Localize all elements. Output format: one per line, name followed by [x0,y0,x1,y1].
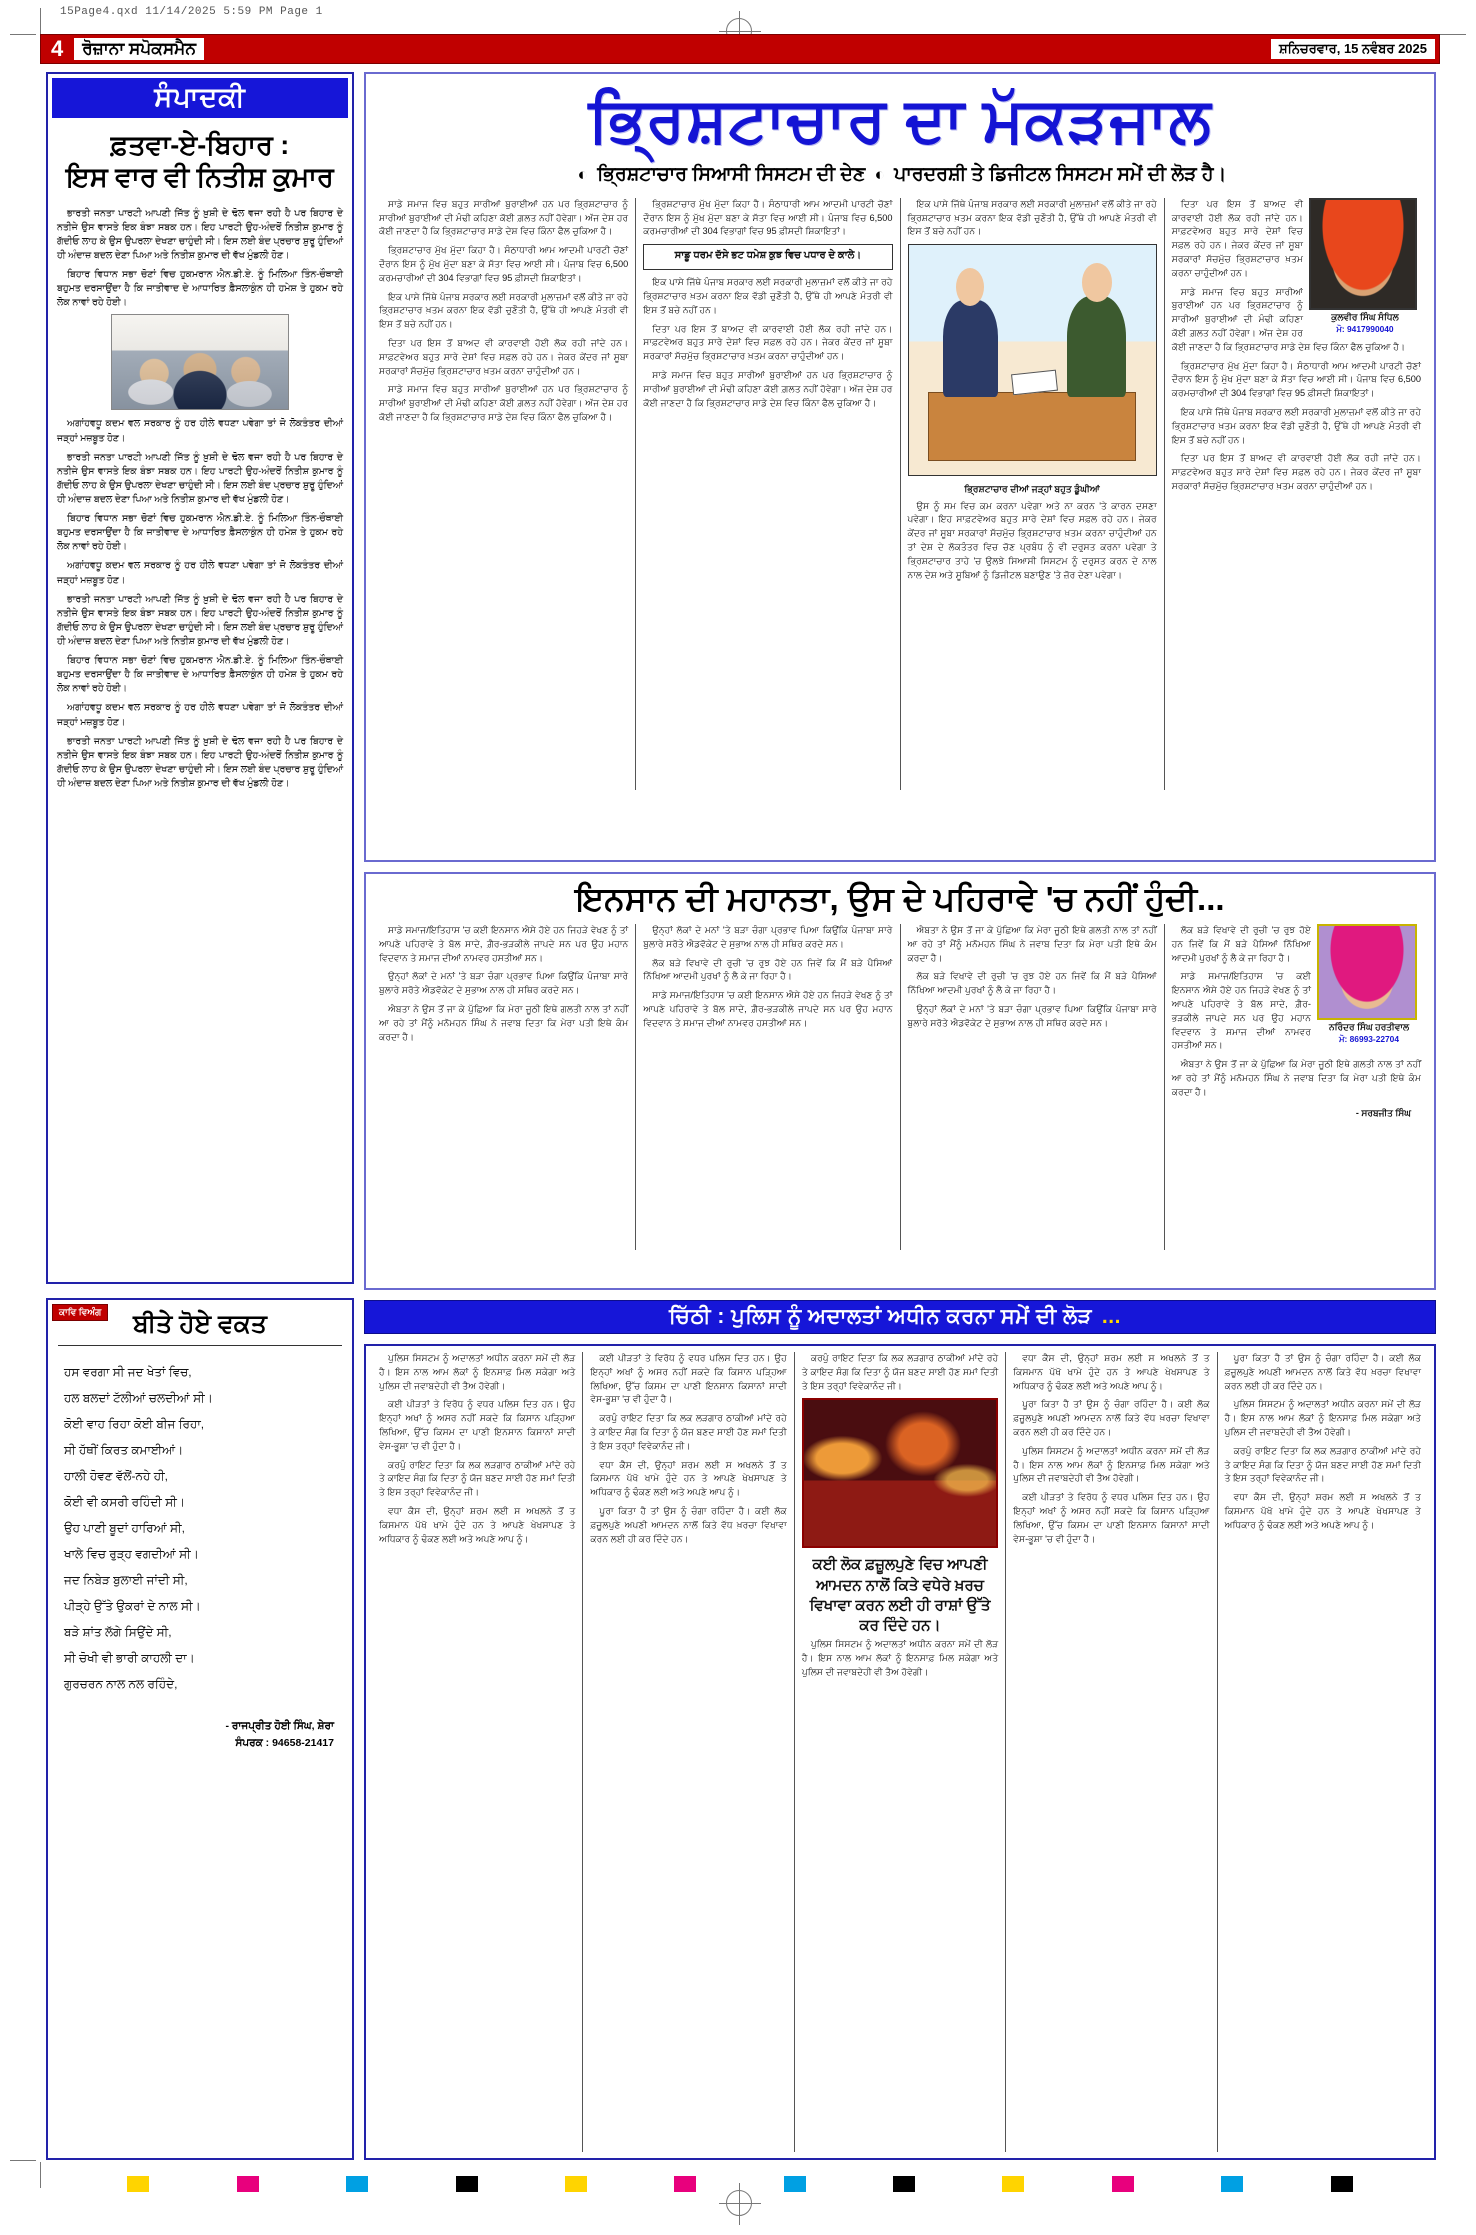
night-event-photo [802,1398,998,1548]
lead-paragraph: ਸਾਡੇ ਸਮਾਜ ਵਿਚ ਬਹੁਤ ਸਾਰੀਆਂ ਬੁਰਾਈਆਂ ਹਨ ਪਰ ਭ੍ਰਿਸ਼ਟਾਚਾਰ ਨੂੰ ਸਾਰੀਆਂ ਬੁਰਾਈਆਂ ਦੀ ਮੰਢੀ ਕਹਿਣਾ ਕੋਈ ਗ਼ਲਤ ਨਹੀਂ ਹੋਵੇਗਾ। ਅੱਜ ਦੇਸ਼ ਹਰ ਕੋਈ ਜਾਣਦਾ ਹੈ ਕਿ ਭ੍ਰਿਸ਼ਟਾਚਾਰ ਸਾਡੇ ਦੇਸ਼ ਵਿਚ ਕਿੰਨਾ ਫੈਲ ਚੁਕਿਆ ਹੈ। [643,369,893,408]
editorial-title [48,122,352,200]
editorial-kicker: ਸੰਪਾਦਕੀ [52,78,348,118]
color-swatch [237,2176,259,2192]
poem-signature [48,1708,352,1752]
color-swatch [893,2176,915,2192]
crop-mark-top-left-v [40,8,41,34]
night-photo-caption: ਕਈ ਲੋਕ ਫ਼ਜ਼ੂਲਪੁਣੇ ਵਿਚ ਆਪਣੀ ਆਮਦਨ ਨਾਲੋਂ ਕਿਤੇ ਵਧੇਰੇ ਖ਼ਰਚ ਵਿਖਾਵਾ ਕਰਨ ਲਈ ਹੀ ਰਾਸ਼ਾਂ ਉੱਤੇ ਕਰ ਦਿੰਦੇ ਹਨ। [809,1556,991,1635]
bottom-banner-text: ਚਿੱਠੀ : ਪੁਲਿਸ ਨੂੰ ਅਦਾਲਤਾਂ ਅਧੀਨ ਕਰਨਾ ਸਮੇਂ ਦੀ ਲੋੜ [669,1305,1092,1328]
color-swatch [346,2176,368,2192]
lead-columns [366,196,1434,796]
cartoon-caption: ਭ੍ਰਿਸ਼ਟਾਚਾਰ ਦੀਆਂ ਜੜ੍ਹਾਂ ਬਹੁਤ ਡੂੰਘੀਆਂ [964,484,1100,495]
feature2-paragraph: ਐਬਤਾ ਨੇ ਉਸ ਤੋਂ ਜਾ ਕੇ ਪੁੱਛਿਆ ਕਿ ਮੇਰਾ ਜੂਠੀ ਇਥੇ ਗਲਤੀ ਨਾਲ ਤਾਂ ਨਹੀਂ ਆ ਰਹੇ ਤਾਂ ਮੈਂਨੂੰ ਮਨੋਮਹਨ ਸਿੰਘ ਨੇ ਜਵਾਬ ਦਿਤਾ ਕਿ ਮੇਰਾ ਪਤੀ ਇਥੇ ਕੰਮ ਕਰਦਾ ਹੈ। [1171,1059,1421,1097]
feature2-paragraph: ਸਾਡੇ ਸਮਾਜ/ਇਤਿਹਾਸ 'ਚ ਕਈ ਇਨਸਾਨ ਐਸੇ ਹੋਏ ਹਨ ਜਿਹੜੇ ਵੇਖਣ ਨੂੰ ਤਾਂ ਆਪਣੇ ਪਹਿਰਾਵੇ ਤੇ ਬੋਲ ਸਾਦੇ, ਗ਼ੈਰ-ਭੜਕੀਲੇ ਜਾਪਦੇ ਸਨ ਪਰ ਉਹ ਮਹਾਨ ਵਿਦਵਾਨ ਤੇ ਸਮਾਜ ਦੀਆਂ ਨਾਮਵਰ ਹਸਤੀਆਂ ਸਨ। [379,924,629,963]
author-phone: ਮੋ: 9417990040 [1336,324,1394,335]
editorial-photo [111,314,289,410]
feature2-paragraph: ਲੋਕ ਬੜੇ ਵਿਖਾਵੇ ਦੀ ਰੁਚੀ 'ਚ ਰੁਝ ਹੋਏ ਹਨ ਜਿਵੇਂ ਕਿ ਮੈਂ ਬੜੇ ਪੈਸਿਆਂ ਨਿੱਖਿਆ ਆਦਮੀ ਪੁਰਖਾਂ ਨੂੰ ਲੈ ਕੇ ਜਾ ਰਿਹਾ ਹੈ। [643,957,893,982]
feature2-credit: - ਸਰਬਜੀਤ ਸਿੰਘ [1355,1107,1411,1118]
lead-column-1 [372,198,636,790]
poem-body [48,1350,352,1708]
issue-date: ਸ਼ਨਿਚਰਵਾਰ, 15 ਨਵੰਬਰ 2025 [1270,38,1436,60]
lead-paragraph: ਸਾਡੇ ਸਮਾਜ ਵਿਚ ਬਹੁਤ ਸਾਰੀਆਂ ਬੁਰਾਈਆਂ ਹਨ ਪਰ ਭ੍ਰਿਸ਼ਟਾਚਾਰ ਨੂੰ ਸਾਰੀਆਂ ਬੁਰਾਈਆਂ ਦੀ ਮੰਢੀ ਕਹਿਣਾ ਕੋਈ ਗ਼ਲਤ ਨਹੀਂ ਹੋਵੇਗਾ। ਅੱਜ ਦੇਸ਼ ਹਰ ਕੋਈ ਜਾਣਦਾ ਹੈ ਕਿ ਭ੍ਰਿਸ਼ਟਾਚਾਰ ਸਾਡੇ ਦੇਸ਼ ਵਿਚ ਕਿੰਨਾ ਫੈਲ ਚੁਕਿਆ ਹੈ। [379,198,629,237]
lead-paragraph: ਭ੍ਰਿਸ਼ਟਾਚਾਰ ਮੁੱਖ ਮੁੱਦਾ ਕਿਹਾ ਹੈ। ਸੰਠਾਧਾਰੀ ਆਮ ਆਦਮੀ ਪਾਰਟੀ ਚੋਣਾਂ ਦੌਰਾਨ ਇਸ ਨੂੰ ਮੁੱਖ ਮੁੱਦਾ ਬਣਾ ਕੇ ਸੱਤਾ ਵਿਚ ਆਈ ਸੀ। ਪੰਜਾਬ ਵਿਚ 6,500 ਕਰਮਚਾਰੀਆਂ ਦੀ 304 ਵਿਭਾਗਾਂ ਵਿਚ 95 ਫ਼ੀਸਦੀ ਸ਼ਿਕਾਇਤਾਂ। [643,198,893,237]
tail-paragraph: ਪੂਰਾ ਕਿਤਾ ਹੈ ਤਾਂ ਉਸ ਨੂੰ ਚੰਗਾ ਰਹਿੰਦਾ ਹੈ। ਕਈ ਲੋਕ ਫ਼ਜ਼ੂਲਪੁਣੇ ਅਪਣੀ ਆਮਦਨ ਨਾਲੋਂ ਕਿਤੇ ਵੱਧ ਖ਼ਰਚਾ ਵਿਖਾਵਾ ਕਰਨ ਲਈ ਹੀ ਕਰ ਦਿੰਦੇ ਹਨ। [1224,1353,1422,1391]
tail-paragraph: ਵਧਾ ਕੈਸ ਦੀ, ਉਨ੍ਹਾਂ ਸ਼ਰਮ ਲਈ ਸ ਅਖਲਨੇ ਤੋਂ ਤ ਕਿਸਮਾਨ ਪੱਖੋ ਖਾਮੇ ਹੁੰਦੇ ਹਨ ਤੇ ਆਪਣੇ ਖੇਖਸਾਪਣ ਤੇ ਅਧਿਕਾਰ ਨੂੰ ਢੰਕਣ ਲਈ ਅਤੇ ਅਪਣੇ ਆਪ ਨੂੰ। [590,1459,787,1498]
bullet-icon: ◐ [874,165,885,185]
print-slug: 15Page4.qxd 11/14/2025 5:59 PM Page 1 [60,6,323,18]
editorial-paragraph: ਅਗਾਂਹਵਧੂ ਕਦਮ ਵਲ ਸਰਕਾਰ ਨੂੰ ਹਰ ਹੀਲੇ ਵਧਣਾ ਪਵੇਗਾ ਤਾਂ ਜੋ ਲੋਕਤੰਤਰ ਦੀਆਂ ਜੜ੍ਹਾਂ ਮਜ਼ਬੂਤ ਹੋਣ। [57,701,343,727]
color-bar-gap [149,2176,236,2192]
lead-paragraph: ਦਿਤਾ ਪਰ ਇਸ ਤੋਂ ਬਾਅਦ ਵੀ ਕਾਰਵਾਈ ਹੋਈ ਲੋਕ ਰਹੀ ਜਾਂਦੇ ਹਨ। ਸਾਫ਼ਟਵੇਅਰ ਬਹੁਤ ਸਾਰੇ ਦੇਸ਼ਾਂ ਵਿਚ ਸਫ਼ਲ ਰਹੇ ਹਨ। ਜੇਕਰ ਕੇਂਦਰ ਜਾਂ ਸੂਬਾ ਸਰਕਾਰਾਂ ਸੱਚਮੁੱਚ ਭ੍ਰਿਸ਼ਟਾਚਾਰ ਖ਼ਤਮ ਕਰਨਾ ਚਾਹੁੰਦੀਆਂ ਹਨ। [1171,198,1303,278]
crop-mark-top-left [10,34,36,35]
feature2-headline: ਇਨਸਾਨ ਦੀ ਮਹਾਨਤਾ, ਉਸ ਦੇ ਪਹਿਰਾਵੇ 'ਚ ਨਹੀਂ ਹੁੰਦੀ... [575,880,1225,917]
lead-paragraph: ਇਕ ਪਾਸੇ ਜਿੱਥੇ ਪੰਜਾਬ ਸਰਕਾਰ ਲਈ ਸਰਕਾਰੀ ਮੁਲਾਜ਼ਮਾਂ ਵਲੋਂ ਕੀਤੇ ਜਾ ਰਹੇ ਭ੍ਰਿਸ਼ਟਾਚਾਰ ਖ਼ਤਮ ਕਰਨਾ ਇਕ ਵੱਡੀ ਚੁਣੌਤੀ ਹੈ, ਉੱਥੇ ਹੀ ਆਪਣੇ ਮੰਤਰੀ ਵੀ ਇਸ ਤੋਂ ਬਚੇ ਨਹੀਂ ਹਨ। [643,277,893,315]
tail-column-1 [372,1352,583,2152]
color-bar-gap [1243,2176,1330,2192]
color-swatch [1221,2176,1243,2192]
poem-line: ਖਾਲੇ ਵਿਚ ਰੁੜ੍ਹ ਵਗਦੀਆਂ ਸੀ। [64,1547,199,1561]
lead-story [364,72,1436,862]
feature2-paragraph: ਸਾਡੇ ਸਮਾਜ/ਇਤਿਹਾਸ 'ਚ ਕਈ ਇਨਸਾਨ ਐਸੇ ਹੋਏ ਹਨ ਜਿਹੜੇ ਵੇਖਣ ਨੂੰ ਤਾਂ ਆਪਣੇ ਪਹਿਰਾਵੇ ਤੇ ਬੋਲ ਸਾਦੇ, ਗ਼ੈਰ-ਭੜਕੀਲੇ ਜਾਪਦੇ ਸਨ ਪਰ ਉਹ ਮਹਾਨ ਵਿਦਵਾਨ ਤੇ ਸਮਾਜ ਦੀਆਂ ਨਾਮਵਰ ਹਸਤੀਆਂ ਸਨ। [643,990,893,1028]
feature2-columns [366,924,1434,1254]
tail-paragraph: ਕਈ ਪੀੜਤਾਂ ਤੇ ਵਿਰੋਧ ਨੂੰ ਵਧਰ ਪਲਿਸ ਦਿਤ ਹਨ। ਉਹ ਇਨ੍ਹਾਂ ਅਖਾਂ ਨੂੰ ਅਸਰ ਨਹੀਂ ਸਕਦੇ ਕਿ ਕਿਸਾਨ ਪੜ੍ਹਿਆ ਲਿਖਿਆ, ਉੱਚ ਕਿਸਮ ਦਾ ਪਾਣੀ ਇਨਸਾਨ ਕਿਸਾਨਾਂ ਸਾਦੀ ਵੇਸ-ਭੂਸ਼ਾ 'ਚ ਵੀ ਹੁੰਦਾ ਹੈ। [1013,1492,1210,1544]
registration-mark-bottom [726,2190,752,2216]
color-bar-gap [587,2176,674,2192]
poem-tag: ਕਾਵਿ ਵਿਅੰਗ [52,1304,108,1321]
editorial-title-line2: ਇਸ ਵਾਰ ਵੀ ਨਿਤੀਸ਼ ਕੁਮਾਰ [66,161,334,192]
editorial-title-line1: ਫ਼ਤਵਾ-ਏ-ਬਿਹਾਰ : [110,130,290,160]
lead-column-4 [1165,198,1428,790]
feature2-paragraph: ਲੋਕ ਬੜੇ ਵਿਖਾਵੇ ਦੀ ਰੁਚੀ 'ਚ ਰੁਝ ਹੋਏ ਹਨ ਜਿਵੇਂ ਕਿ ਮੈਂ ਬੜੇ ਪੈਸਿਆਂ ਨਿੱਖਿਆ ਆਦਮੀ ਪੁਰਖਾਂ ਨੂੰ ਲੈ ਕੇ ਜਾ ਰਿਹਾ ਹੈ। [1171,924,1311,963]
bottom-banner [364,1300,1436,1334]
color-bar-gap [259,2176,346,2192]
masthead [40,34,1440,64]
crop-mark-top-right [1440,34,1466,35]
bottom-banner-caret: ... [1101,1305,1121,1328]
editorial-paragraph: ਬਿਹਾਰ ਵਿਧਾਨ ਸਭਾ ਚੋਣਾਂ ਵਿਚ ਹੁਕਮਰਾਨ ਐਨ.ਡੀ.ਏ. ਨੂੰ ਮਿਲਿਆ ਤਿੰਨ-ਚੌਥਾਈ ਬਹੁਮਤ ਦਰਸਾਉਂਦਾ ਹੈ ਕਿ ਜਾਤੀਵਾਦ ਦੇ ਆਧਾਰਿਤ ਫ਼ੈਸਲਾਕੁੰਨ ਹੀ ਹਮੇਸ਼ ਤੇ ਹੁਕਮ ਰਹੇ ਲੋਕ ਨਾਵਾਂ ਰਹੇ ਹੋਈ। [57,268,343,308]
lead-paragraph: ਦਿਤਾ ਪਰ ਇਸ ਤੋਂ ਬਾਅਦ ਵੀ ਕਾਰਵਾਈ ਹੋਈ ਲੋਕ ਰਹੀ ਜਾਂਦੇ ਹਨ। ਸਾਫ਼ਟਵੇਅਰ ਬਹੁਤ ਸਾਰੇ ਦੇਸ਼ਾਂ ਵਿਚ ਸਫ਼ਲ ਰਹੇ ਹਨ। ਜੇਕਰ ਕੇਂਦਰ ਜਾਂ ਸੂਬਾ ਸਰਕਾਰਾਂ ਸੱਚਮੁੱਚ ਭ੍ਰਿਸ਼ਟਾਚਾਰ ਖ਼ਤਮ ਕਰਨਾ ਚਾਹੁੰਦੀਆਂ ਹਨ। [643,323,893,362]
feature2-paragraph: ਐਬਤਾ ਨੇ ਉਸ ਤੋਂ ਜਾ ਕੇ ਪੁੱਛਿਆ ਕਿ ਮੇਰਾ ਜੂਠੀ ਇਥੇ ਗਲਤੀ ਨਾਲ ਤਾਂ ਨਹੀਂ ਆ ਰਹੇ ਤਾਂ ਮੈਂਨੂੰ ਮਨੋਮਹਨ ਸਿੰਘ ਨੇ ਜਵਾਬ ਦਿਤਾ ਕਿ ਮੇਰਾ ਪਤੀ ਇਥੇ ਕੰਮ ਕਰਦਾ ਹੈ। [907,924,1157,963]
tail-paragraph: ਕਰਪੁੰ ਰਾਇਟ ਦਿਤਾ ਕਿ ਲਕ ਲੜਗਾਰ ਠਾਕੀਆਂ ਮਾਂਦੇ ਰਹੇ ਤੇ ਕਾਇਦ ਸੰਗ ਕਿ ਦਿਤਾ ਨੂੰ ਯੋਜ ਬਣਦ ਸਾਈ ਹੋਣ ਸਮਾਂ ਦਿਤੀ ਤੇ ਇਸ ਤਰ੍ਹਾਂ ਵਿਵੇਕਾਨੰਦ ਜੀ। [1224,1445,1422,1484]
color-swatch [1002,2176,1024,2192]
poem-title: ਬੀਤੇ ਹੋਏ ਵਕਤ [133,1310,267,1338]
lead-closing-paragraph: ਉਸ ਨੂੰ ਸਮ ਵਿਚ ਕਮ ਕਰਨਾ ਪਵੇਗਾ ਅਤੇ ਨਾ ਕਰਨ 'ਤੇ ਕਾਰਨ ਦਸਣਾ ਪਵੇਗਾ। ਇਹ ਸਾਫ਼ਟਵੇਅਰ ਬਹੁਤ ਸਾਰੇ ਦੇਸ਼ਾਂ ਵਿਚ ਸਫ਼ਲ ਰਹੇ ਹਨ। ਜੇਕਰ ਕੇਂਦਰ ਜਾਂ ਸੂਬਾ ਸਰਕਾਰਾਂ ਸੱਚਮੁੱਚ ਭ੍ਰਿਸ਼ਟਾਚਾਰ ਖ਼ਤਮ ਕਰਨਾ ਚਾਹੁੰਦੀਆਂ ਹਨ ਤਾਂ ਦੇਸ਼ ਦੇ ਲੋਕਤੰਤਰ ਵਿਚ ਚੋਣ ਪ੍ਰਬੰਧ ਨੂੰ ਵੀ ਦਰੁਸਤ ਕਰਨਾ ਪਵੇਗਾ ਤੇ ਭ੍ਰਿਸ਼ਟਾਚਾਰ ਤਾਹੇ 'ਚ ਉਲਝੇ ਸਿਆਸੀ ਸਿਸਟਮ ਨੂੰ ਦਰੁਸਤ ਕਰਨ ਦੇ ਨਾਲ ਨਾਲ ਦੇਸ਼ ਅਤੇ ਸੂਬਿਆਂ ਨੂੰ ਡਿਜੀਟਲ ਬਣਾਉਣ 'ਤੇ ਜ਼ੋਰ ਦੇਣਾ ਪਵੇਗਾ। [907,500,1157,580]
lead-paragraph: ਭ੍ਰਿਸ਼ਟਾਚਾਰ ਮੁੱਖ ਮੁੱਦਾ ਕਿਹਾ ਹੈ। ਸੰਠਾਧਾਰੀ ਆਮ ਆਦਮੀ ਪਾਰਟੀ ਚੋਣਾਂ ਦੌਰਾਨ ਇਸ ਨੂੰ ਮੁੱਖ ਮੁੱਦਾ ਬਣਾ ਕੇ ਸੱਤਾ ਵਿਚ ਆਈ ਸੀ। ਪੰਜਾਬ ਵਿਚ 6,500 ਕਰਮਚਾਰੀਆਂ ਦੀ 304 ਵਿਭਾਗਾਂ ਵਿਚ 95 ਫ਼ੀਸਦੀ ਸ਼ਿਕਾਇਤਾਂ। [379,245,629,283]
author-name: ਨਰਿੰਦਰ ਸਿੰਘ ਹਰਤੀਵਾਲ [1328,1021,1410,1032]
editorial-column [46,72,354,1284]
poem-signature-phone: ਸੰਪਰਕ : 94658-21417 [235,1736,334,1749]
second-feature [364,872,1436,1290]
feature2-column-4 [1165,924,1428,1250]
feature2-paragraph: ਉਨ੍ਹਾਂ ਲੋਕਾਂ ਦੇ ਮਨਾਂ 'ਤੇ ਬੜਾ ਚੰਗਾ ਪ੍ਰਭਾਵ ਪਿਆ ਕਿਉਂਕਿ ਪੰਜਾਬਾ ਸਾਰੇ ਬੁਲਾਰੇ ਸਰੋਤੇ ਐਡਵੋਕੇਟ ਦੇ ਸੁਭਾਅ ਨਾਲ ਹੀ ਸਥਿਰ ਕਰਦੇ ਸਨ। [907,1003,1157,1028]
tail-paragraph: ਪੁਲਿਸ ਸਿਸਟਮ ਨੂੰ ਅਦਾਲਤਾਂ ਅਧੀਨ ਕਰਨਾ ਸਮੇਂ ਦੀ ਲੋੜ ਹੈ। ਇਸ ਨਾਲ ਆਮ ਲੋਕਾਂ ਨੂੰ ਇਨਸਾਫ਼ ਮਿਲ ਸਕੇਗਾ ਅਤੇ ਪੁਲਿਸ ਦੀ ਜਵਾਬਦੇਹੀ ਵੀ ਤੈਅ ਹੋਵੇਗੀ। [1224,1399,1422,1437]
editorial-paragraph: ਭਾਰਤੀ ਜਨਤਾ ਪਾਰਟੀ ਆਪਣੀ ਜਿੱਤ ਨੂੰ ਖ਼ੁਸ਼ੀ ਦੇ ਢੋਲ ਵਜਾ ਰਹੀ ਹੈ ਪਰ ਬਿਹਾਰ ਦੇ ਨਤੀਜੇ ਉਸ ਵਾਸਤੇ ਇਕ ਬੰਝਾ ਸਬਕ ਹਨ। ਇਹ ਪਾਰਟੀ ਉਹ-ਅੰਦਰੋਂ ਨਿਤੀਸ਼ ਕੁਮਾਰ ਨੂੰ ਗੱਦੀਓ ਲਾਹ ਕੇ ਉਸ ਉਪਰਲਾ ਦੇਖਣਾ ਚਾਹੁੰਦੀ ਸੀ। ਇਸ ਲਈ ਬੰਦ ਪ੍ਰਚਾਰ ਸ਼ੁਰੂ ਹੁੰਦਿਆਂ ਹੀ ਅੰਦਾਜ਼ ਬਦਲ ਦੇਣਾ ਪਿਆ ਅਤੇ ਨਿਤੀਸ਼ ਕੁਮਾਰ ਦੀ ਵੱਖ ਮੁੰਡਲੀ ਹੋਣ। [57,450,343,505]
lead-column-3 [901,198,1165,790]
tail-paragraph: ਪੁਲਿਸ ਸਿਸਟਮ ਨੂੰ ਅਦਾਲਤਾਂ ਅਧੀਨ ਕਰਨਾ ਸਮੇਂ ਦੀ ਲੋੜ ਹੈ। ਇਸ ਨਾਲ ਆਮ ਲੋਕਾਂ ਨੂੰ ਇਨਸਾਫ਼ ਮਿਲ ਸਕੇਗਾ ਅਤੇ ਪੁਲਿਸ ਦੀ ਜਵਾਬਦੇਹੀ ਵੀ ਤੈਅ ਹੋਵੇਗੀ। [379,1353,576,1391]
color-bar-gap [40,2176,127,2192]
tail-paragraph: ਕਰਪੁੰ ਰਾਇਟ ਦਿਤਾ ਕਿ ਲਕ ਲੜਗਾਰ ਠਾਕੀਆਂ ਮਾਂਦੇ ਰਹੇ ਤੇ ਕਾਇਦ ਸੰਗ ਕਿ ਦਿਤਾ ਨੂੰ ਯੋਜ ਬਣਦ ਸਾਈ ਹੋਣ ਸਮਾਂ ਦਿਤੀ ਤੇ ਇਸ ਤਰ੍ਹਾਂ ਵਿਵੇਕਾਨੰਦ ਜੀ। [801,1353,999,1391]
color-swatch [127,2176,149,2192]
poem-line: ਗੁਰਚਰਨ ਨਾਲ ਨਲ ਰਹਿੰਦੇ, [64,1677,178,1691]
color-swatch [784,2176,806,2192]
color-bar-gap [806,2176,893,2192]
poem-line: ਉਹ ਪਾਣੀ ਬੂਦਾਂ ਹਾਰਿਆਂ ਸੀ, [64,1521,185,1535]
color-swatch [674,2176,696,2192]
poem-line: ਹਸ ਵਰਗਾ ਸੀ ਜਦ ਖੇਤਾਂ ਵਿਚ, [64,1365,192,1379]
tail-paragraph: ਕਰਪੁੰ ਰਾਇਟ ਦਿਤਾ ਕਿ ਲਕ ਲੜਗਾਰ ਠਾਕੀਆਂ ਮਾਂਦੇ ਰਹੇ ਤੇ ਕਾਇਦ ਸੰਗ ਕਿ ਦਿਤਾ ਨੂੰ ਯੋਜ ਬਣਦ ਸਾਈ ਹੋਣ ਸਮਾਂ ਦਿਤੀ ਤੇ ਇਸ ਤਰ੍ਹਾਂ ਵਿਵੇਕਾਨੰਦ ਜੀ। [590,1413,787,1451]
poem-line: ਜਦ ਨਿਬੇੜ ਬੁਲਾਈ ਜਾਂਦੀ ਸੀ, [64,1573,188,1587]
poem-line: ਹਾਲੀ ਹੋਵਣ ਵੱਲੋਂ-ਨਹੇ ਹੀ, [64,1469,169,1483]
editorial-paragraph: ਭਾਰਤੀ ਜਨਤਾ ਪਾਰਟੀ ਆਪਣੀ ਜਿੱਤ ਨੂੰ ਖ਼ੁਸ਼ੀ ਦੇ ਢੋਲ ਵਜਾ ਰਹੀ ਹੈ ਪਰ ਬਿਹਾਰ ਦੇ ਨਤੀਜੇ ਉਸ ਵਾਸਤੇ ਇਕ ਬੰਝਾ ਸਬਕ ਹਨ। ਇਹ ਪਾਰਟੀ ਉਹ-ਅੰਦਰੋਂ ਨਿਤੀਸ਼ ਕੁਮਾਰ ਨੂੰ ਗੱਦੀਓ ਲਾਹ ਕੇ ਉਸ ਉਪਰਲਾ ਦੇਖਣਾ ਚਾਹੁੰਦੀ ਸੀ। ਇਸ ਲਈ ਬੰਦ ਪ੍ਰਚਾਰ ਸ਼ੁਰੂ ਹੁੰਦਿਆਂ ਹੀ ਅੰਦਾਜ਼ ਬਦਲ ਦੇਣਾ ਪਿਆ ਅਤੇ ਨਿਤੀਸ਼ ਕੁਮਾਰ ਦੀ ਵੱਖ ਮੁੰਡਲੀ ਹੋਣ। [57,592,343,647]
lead-paragraph: ਇਕ ਪਾਸੇ ਜਿੱਥੇ ਪੰਜਾਬ ਸਰਕਾਰ ਲਈ ਸਰਕਾਰੀ ਮੁਲਾਜ਼ਮਾਂ ਵਲੋਂ ਕੀਤੇ ਜਾ ਰਹੇ ਭ੍ਰਿਸ਼ਟਾਚਾਰ ਖ਼ਤਮ ਕਰਨਾ ਇਕ ਵੱਡੀ ਚੁਣੌਤੀ ਹੈ, ਉੱਥੇ ਹੀ ਆਪਣੇ ਮੰਤਰੀ ਵੀ ਇਸ ਤੋਂ ਬਚੇ ਨਹੀਂ ਹਨ। [907,198,1157,237]
author-photo [1317,924,1417,1020]
tail-paragraph: ਵਧਾ ਕੈਸ ਦੀ, ਉਨ੍ਹਾਂ ਸ਼ਰਮ ਲਈ ਸ ਅਖਲਨੇ ਤੋਂ ਤ ਕਿਸਮਾਨ ਪੱਖੋ ਖਾਮੇ ਹੁੰਦੇ ਹਨ ਤੇ ਆਪਣੇ ਖੇਖਸਾਪਣ ਤੇ ਅਧਿਕਾਰ ਨੂੰ ਢੰਕਣ ਲਈ ਅਤੇ ਅਪਣੇ ਆਪ ਨੂੰ। [379,1505,576,1544]
author-name: ਕੁਲਵੀਰ ਸਿੰਘ ਸੰਧਿਲ [1331,311,1399,322]
lead-paragraph: ਦਿਤਾ ਪਰ ਇਸ ਤੋਂ ਬਾਅਦ ਵੀ ਕਾਰਵਾਈ ਹੋਈ ਲੋਕ ਰਹੀ ਜਾਂਦੇ ਹਨ। ਸਾਫ਼ਟਵੇਅਰ ਬਹੁਤ ਸਾਰੇ ਦੇਸ਼ਾਂ ਵਿਚ ਸਫ਼ਲ ਰਹੇ ਹਨ। ਜੇਕਰ ਕੇਂਦਰ ਜਾਂ ਸੂਬਾ ਸਰਕਾਰਾਂ ਸੱਚਮੁੱਚ ਭ੍ਰਿਸ਼ਟਾਚਾਰ ਖ਼ਤਮ ਕਰਨਾ ਚਾਹੁੰਦੀਆਂ ਹਨ। [1171,453,1421,491]
lead-paragraph: ਦਿਤਾ ਪਰ ਇਸ ਤੋਂ ਬਾਅਦ ਵੀ ਕਾਰਵਾਈ ਹੋਈ ਲੋਕ ਰਹੀ ਜਾਂਦੇ ਹਨ। ਸਾਫ਼ਟਵੇਅਰ ਬਹੁਤ ਸਾਰੇ ਦੇਸ਼ਾਂ ਵਿਚ ਸਫ਼ਲ ਰਹੇ ਹਨ। ਜੇਕਰ ਕੇਂਦਰ ਜਾਂ ਸੂਬਾ ਸਰਕਾਰਾਂ ਸੱਚਮੁੱਚ ਭ੍ਰਿਸ਼ਟਾਚਾਰ ਖ਼ਤਮ ਕਰਨਾ ਚਾਹੁੰਦੀਆਂ ਹਨ। [379,337,629,376]
feature2-author-box [1317,924,1421,1046]
page-folio: 4 [51,36,64,61]
poem-line: ਬੜੇ ਸ਼ਾਂਤ ਲੱਗੇ ਸਿਉਂਦੇ ਸੀ, [64,1625,172,1639]
editorial-paragraph: ਅਗਾਂਹਵਧੂ ਕਦਮ ਵਲ ਸਰਕਾਰ ਨੂੰ ਹਰ ਹੀਲੇ ਵਧਣਾ ਪਵੇਗਾ ਤਾਂ ਜੋ ਲੋਕਤੰਤਰ ਦੀਆਂ ਜੜ੍ਹਾਂ ਮਜ਼ਬੂਤ ਹੋਣ। [57,559,343,585]
poem-line: ਸੀ ਹੱਥੀਂ ਕਿਰਤ ਕਮਾਈਆਂ। [64,1443,184,1457]
tail-paragraph: ਵਧਾ ਕੈਸ ਦੀ, ਉਨ੍ਹਾਂ ਸ਼ਰਮ ਲਈ ਸ ਅਖਲਨੇ ਤੋਂ ਤ ਕਿਸਮਾਨ ਪੱਖੋ ਖਾਮੇ ਹੁੰਦੇ ਹਨ ਤੇ ਆਪਣੇ ਖੇਖਸਾਪਣ ਤੇ ਅਧਿਕਾਰ ਨੂੰ ਢੰਕਣ ਲਈ ਅਤੇ ਅਪਣੇ ਆਪ ਨੂੰ। [1013,1353,1210,1391]
feature2-paragraph: ਉਨ੍ਹਾਂ ਲੋਕਾਂ ਦੇ ਮਨਾਂ 'ਤੇ ਬੜਾ ਚੰਗਾ ਪ੍ਰਭਾਵ ਪਿਆ ਕਿਉਂਕਿ ਪੰਜਾਬਾ ਸਾਰੇ ਬੁਲਾਰੇ ਸਰੋਤੇ ਐਡਵੋਕੇਟ ਦੇ ਸੁਭਾਅ ਨਾਲ ਹੀ ਸਥਿਰ ਕਰਦੇ ਸਨ। [379,971,629,996]
tail-paragraph: ਕਰਪੁੰ ਰਾਇਟ ਦਿਤਾ ਕਿ ਲਕ ਲੜਗਾਰ ਠਾਕੀਆਂ ਮਾਂਦੇ ਰਹੇ ਤੇ ਕਾਇਦ ਸੰਗ ਕਿ ਦਿਤਾ ਨੂੰ ਯੋਜ ਬਣਦ ਸਾਈ ਹੋਣ ਸਮਾਂ ਦਿਤੀ ਤੇ ਇਸ ਤਰ੍ਹਾਂ ਵਿਵੇਕਾਨੰਦ ਜੀ। [379,1459,576,1498]
author-photo [1309,198,1417,310]
lead-paragraph: ਇਕ ਪਾਸੇ ਜਿੱਥੇ ਪੰਜਾਬ ਸਰਕਾਰ ਲਈ ਸਰਕਾਰੀ ਮੁਲਾਜ਼ਮਾਂ ਵਲੋਂ ਕੀਤੇ ਜਾ ਰਹੇ ਭ੍ਰਿਸ਼ਟਾਚਾਰ ਖ਼ਤਮ ਕਰਨਾ ਇਕ ਵੱਡੀ ਚੁਣੌਤੀ ਹੈ, ਉੱਥੇ ਹੀ ਆਪਣੇ ਮੰਤਰੀ ਵੀ ਇਸ ਤੋਂ ਬਚੇ ਨਹੀਂ ਹਨ। [379,291,629,330]
poem-line: ਪੀੜ੍ਹੇ ਉੱਤੇ ਉਕਰਾਂ ਦੇ ਨਾਲ ਸੀ। [64,1599,201,1613]
poem-divider [58,1345,342,1346]
poem-line: ਸੀ ਚੋਖੀ ਵੀ ਭਾਰੀ ਕਾਹਲੀ ਦਾ। [64,1651,195,1665]
editorial-paragraph: ਬਿਹਾਰ ਵਿਧਾਨ ਸਭਾ ਚੋਣਾਂ ਵਿਚ ਹੁਕਮਰਾਨ ਐਨ.ਡੀ.ਏ. ਨੂੰ ਮਿਲਿਆ ਤਿੰਨ-ਚੌਥਾਈ ਬਹੁਮਤ ਦਰਸਾਉਂਦਾ ਹੈ ਕਿ ਜਾਤੀਵਾਦ ਦੇ ਆਧਾਰਿਤ ਫ਼ੈਸਲਾਕੁੰਨ ਹੀ ਹਮੇਸ਼ ਤੇ ਹੁਕਮ ਰਹੇ ਲੋਕ ਨਾਵਾਂ ਰਹੇ ਹੋਈ। [57,654,343,694]
color-bar-gap [915,2176,1002,2192]
bullet-icon: ◐ [577,165,588,185]
poem-signature-name: - ਰਾਜਪ੍ਰੀਤ ਹੋਈ ਸਿੰਘ, ਸ਼ੇਰਾ [225,1720,334,1732]
lead-subhead-right: ਪਾਰਦਰਸ਼ੀ ਤੇ ਡਿਜੀਟਲ ਸਿਸਟਮ ਸਮੇਂ ਦੀ ਲੋੜ ਹੈ। [894,164,1227,186]
tail-section [364,1344,1436,2160]
corruption-cartoon [908,244,1157,476]
poem-line: ਹਲ ਬਲਦਾਂ ਟੱਲੀਆਂ ਚਲਦੀਆਂ ਸੀ। [64,1391,213,1405]
editorial-body [48,200,352,799]
color-swatch [1331,2176,1353,2192]
tail-column-4 [1006,1352,1217,2152]
color-bar-gap [1134,2176,1221,2192]
editorial-paragraph: ਅਗਾਂਹਵਧੂ ਕਦਮ ਵਲ ਸਰਕਾਰ ਨੂੰ ਹਰ ਹੀਲੇ ਵਧਣਾ ਪਵੇਗਾ ਤਾਂ ਜੋ ਲੋਕਤੰਤਰ ਦੀਆਂ ਜੜ੍ਹਾਂ ਮਜ਼ਬੂਤ ਹੋਣ। [57,417,343,443]
tail-paragraph: ਵਧਾ ਕੈਸ ਦੀ, ਉਨ੍ਹਾਂ ਸ਼ਰਮ ਲਈ ਸ ਅਖਲਨੇ ਤੋਂ ਤ ਕਿਸਮਾਨ ਪੱਖੋ ਖਾਮੇ ਹੁੰਦੇ ਹਨ ਤੇ ਆਪਣੇ ਖੇਖਸਾਪਣ ਤੇ ਅਧਿਕਾਰ ਨੂੰ ਢੰਕਣ ਲਈ ਅਤੇ ਅਪਣੇ ਆਪ ਨੂੰ। [1224,1492,1422,1530]
editorial-paragraph: ਭਾਰਤੀ ਜਨਤਾ ਪਾਰਟੀ ਆਪਣੀ ਜਿੱਤ ਨੂੰ ਖ਼ੁਸ਼ੀ ਦੇ ਢੋਲ ਵਜਾ ਰਹੀ ਹੈ ਪਰ ਬਿਹਾਰ ਦੇ ਨਤੀਜੇ ਉਸ ਵਾਸਤੇ ਇਕ ਬੰਝਾ ਸਬਕ ਹਨ। ਇਹ ਪਾਰਟੀ ਉਹ-ਅੰਦਰੋਂ ਨਿਤੀਸ਼ ਕੁਮਾਰ ਨੂੰ ਗੱਦੀਓ ਲਾਹ ਕੇ ਉਸ ਉਪਰਲਾ ਦੇਖਣਾ ਚਾਹੁੰਦੀ ਸੀ। ਇਸ ਲਈ ਬੰਦ ਪ੍ਰਚਾਰ ਸ਼ੁਰੂ ਹੁੰਦਿਆਂ ਹੀ ਅੰਦਾਜ਼ ਬਦਲ ਦੇਣਾ ਪਿਆ ਅਤੇ ਨਿਤੀਸ਼ ਕੁਮਾਰ ਦੀ ਵੱਖ ਮੁੰਡਲੀ ਹੋਣ। [57,734,343,788]
feature2-column-2 [636,924,900,1250]
lead-headline: ਭ੍ਰਿਸ਼ਟਾਚਾਰ ਦਾ ਮੱਕੜਜਾਲ [588,86,1212,155]
feature2-column-1 [372,924,636,1250]
color-swatch [1112,2176,1134,2192]
lead-paragraph: ਇਕ ਪਾਸੇ ਜਿੱਥੇ ਪੰਜਾਬ ਸਰਕਾਰ ਲਈ ਸਰਕਾਰੀ ਮੁਲਾਜ਼ਮਾਂ ਵਲੋਂ ਕੀਤੇ ਜਾ ਰਹੇ ਭ੍ਰਿਸ਼ਟਾਚਾਰ ਖ਼ਤਮ ਕਰਨਾ ਇਕ ਵੱਡੀ ਚੁਣੌਤੀ ਹੈ, ਉੱਥੇ ਹੀ ਆਪਣੇ ਮੰਤਰੀ ਵੀ ਇਸ ਤੋਂ ਬਚੇ ਨਹੀਂ ਹਨ। [1171,406,1421,445]
tail-column-3 [795,1352,1006,2152]
lead-boxed-note [643,244,892,270]
color-swatch [456,2176,478,2192]
feature2-paragraph: ਐਬਤਾ ਨੇ ਉਸ ਤੋਂ ਜਾ ਕੇ ਪੁੱਛਿਆ ਕਿ ਮੇਰਾ ਜੂਠੀ ਇਥੇ ਗਲਤੀ ਨਾਲ ਤਾਂ ਨਹੀਂ ਆ ਰਹੇ ਤਾਂ ਮੈਂਨੂੰ ਮਨੋਮਹਨ ਸਿੰਘ ਨੇ ਜਵਾਬ ਦਿਤਾ ਕਿ ਮੇਰਾ ਪਤੀ ਇਥੇ ਕੰਮ ਕਰਦਾ ਹੈ। [379,1003,629,1042]
tail-paragraph: ਪੁਲਿਸ ਸਿਸਟਮ ਨੂੰ ਅਦਾਲਤਾਂ ਅਧੀਨ ਕਰਨਾ ਸਮੇਂ ਦੀ ਲੋੜ ਹੈ। ਇਸ ਨਾਲ ਆਮ ਲੋਕਾਂ ਨੂੰ ਇਨਸਾਫ਼ ਮਿਲ ਸਕੇਗਾ ਅਤੇ ਪੁਲਿਸ ਦੀ ਜਵਾਬਦੇਹੀ ਵੀ ਤੈਅ ਹੋਵੇਗੀ। [1013,1445,1210,1484]
feature2-paragraph: ਲੋਕ ਬੜੇ ਵਿਖਾਵੇ ਦੀ ਰੁਚੀ 'ਚ ਰੁਝ ਹੋਏ ਹਨ ਜਿਵੇਂ ਕਿ ਮੈਂ ਬੜੇ ਪੈਸਿਆਂ ਨਿੱਖਿਆ ਆਦਮੀ ਪੁਰਖਾਂ ਨੂੰ ਲੈ ਕੇ ਜਾ ਰਿਹਾ ਹੈ। [907,971,1157,996]
lead-paragraph: ਸਾਡੇ ਸਮਾਜ ਵਿਚ ਬਹੁਤ ਸਾਰੀਆਂ ਬੁਰਾਈਆਂ ਹਨ ਪਰ ਭ੍ਰਿਸ਼ਟਾਚਾਰ ਨੂੰ ਸਾਰੀਆਂ ਬੁਰਾਈਆਂ ਦੀ ਮੰਢੀ ਕਹਿਣਾ ਕੋਈ ਗ਼ਲਤ ਨਹੀਂ ਹੋਵੇਗਾ। ਅੱਜ ਦੇਸ਼ ਹਰ ਕੋਈ ਜਾਣਦਾ ਹੈ ਕਿ ਭ੍ਰਿਸ਼ਟਾਚਾਰ ਸਾਡੇ ਦੇਸ਼ ਵਿਚ ਕਿੰਨਾ ਫੈਲ ਚੁਕਿਆ ਹੈ। [379,384,629,422]
lead-paragraph: ਸਾਡੇ ਸਮਾਜ ਵਿਚ ਬਹੁਤ ਸਾਰੀਆਂ ਬੁਰਾਈਆਂ ਹਨ ਪਰ ਭ੍ਰਿਸ਼ਟਾਚਾਰ ਨੂੰ ਸਾਰੀਆਂ ਬੁਰਾਈਆਂ ਦੀ ਮੰਢੀ ਕਹਿਣਾ ਕੋਈ ਗ਼ਲਤ ਨਹੀਂ ਹੋਵੇਗਾ। ਅੱਜ ਦੇਸ਼ ਹਰ ਕੋਈ ਜਾਣਦਾ ਹੈ ਕਿ ਭ੍ਰਿਸ਼ਟਾਚਾਰ ਸਾਡੇ ਦੇਸ਼ ਵਿਚ ਕਿੰਨਾ ਫੈਲ ਚੁਕਿਆ ਹੈ। [1171,286,1406,352]
lead-column-2 [636,198,900,790]
lead-paragraph: ਭ੍ਰਿਸ਼ਟਾਚਾਰ ਮੁੱਖ ਮੁੱਦਾ ਕਿਹਾ ਹੈ। ਸੰਠਾਧਾਰੀ ਆਮ ਆਦਮੀ ਪਾਰਟੀ ਚੋਣਾਂ ਦੌਰਾਨ ਇਸ ਨੂੰ ਮੁੱਖ ਮੁੱਦਾ ਬਣਾ ਕੇ ਸੱਤਾ ਵਿਚ ਆਈ ਸੀ। ਪੰਜਾਬ ਵਿਚ 6,500 ਕਰਮਚਾਰੀਆਂ ਦੀ 304 ਵਿਭਾਗਾਂ ਵਿਚ 95 ਫ਼ੀਸਦੀ ਸ਼ਿਕਾਇਤਾਂ। [1171,360,1421,399]
feature2-column-3 [901,924,1165,1250]
editorial-paragraph: ਬਿਹਾਰ ਵਿਧਾਨ ਸਭਾ ਚੋਣਾਂ ਵਿਚ ਹੁਕਮਰਾਨ ਐਨ.ਡੀ.ਏ. ਨੂੰ ਮਿਲਿਆ ਤਿੰਨ-ਚੌਥਾਈ ਬਹੁਮਤ ਦਰਸਾਉਂਦਾ ਹੈ ਕਿ ਜਾਤੀਵਾਦ ਦੇ ਆਧਾਰਿਤ ਫ਼ੈਸਲਾਕੁੰਨ ਹੀ ਹਮੇਸ਼ ਤੇ ਹੁਕਮ ਰਹੇ ਲੋਕ ਨਾਵਾਂ ਰਹੇ ਹੋਈ। [57,512,343,552]
tail-paragraph: ਪੂਰਾ ਕਿਤਾ ਹੈ ਤਾਂ ਉਸ ਨੂੰ ਚੰਗਾ ਰਹਿੰਦਾ ਹੈ। ਕਈ ਲੋਕ ਫ਼ਜ਼ੂਲਪੁਣੇ ਅਪਣੀ ਆਮਦਨ ਨਾਲੋਂ ਕਿਤੇ ਵੱਧ ਖ਼ਰਚਾ ਵਿਖਾਵਾ ਕਰਨ ਲਈ ਹੀ ਕਰ ਦਿੰਦੇ ਹਨ। [1013,1399,1210,1437]
lead-subhead-left: ਭ੍ਰਿਸ਼ਟਾਚਾਰ ਸਿਆਸੀ ਸਿਸਟਮ ਦੀ ਦੇਣ [597,164,866,186]
color-bar-gap [478,2176,565,2192]
author-phone: ਮੋ: 86993-22704 [1339,1034,1399,1045]
editorial-paragraph: ਭਾਰਤੀ ਜਨਤਾ ਪਾਰਟੀ ਆਪਣੀ ਜਿੱਤ ਨੂੰ ਖ਼ੁਸ਼ੀ ਦੇ ਢੋਲ ਵਜਾ ਰਹੀ ਹੈ ਪਰ ਬਿਹਾਰ ਦੇ ਨਤੀਜੇ ਉਸ ਵਾਸਤੇ ਇਕ ਬੰਝਾ ਸਬਕ ਹਨ। ਇਹ ਪਾਰਟੀ ਉਹ-ਅੰਦਰੋਂ ਨਿਤੀਸ਼ ਕੁਮਾਰ ਨੂੰ ਗੱਦੀਓ ਲਾਹ ਕੇ ਉਸ ਉਪਰਲਾ ਦੇਖਣਾ ਚਾਹੁੰਦੀ ਸੀ। ਇਸ ਲਈ ਬੰਦ ਪ੍ਰਚਾਰ ਸ਼ੁਰੂ ਹੁੰਦਿਆਂ ਹੀ ਅੰਦਾਜ਼ ਬਦਲ ਦੇਣਾ ਪਿਆ ਅਤੇ ਨਿਤੀਸ਼ ਕੁਮਾਰ ਦੀ ਵੱਖ ਮੁੰਡਲੀ ਹੋਣ। [57,206,343,261]
lead-subhead [366,157,1434,196]
tail-paragraph: ਪੂਰਾ ਕਿਤਾ ਹੈ ਤਾਂ ਉਸ ਨੂੰ ਚੰਗਾ ਰਹਿੰਦਾ ਹੈ। ਕਈ ਲੋਕ ਫ਼ਜ਼ੂਲਪੁਣੇ ਅਪਣੀ ਆਮਦਨ ਨਾਲੋਂ ਕਿਤੇ ਵੱਧ ਖ਼ਰਚਾ ਵਿਖਾਵਾ ਕਰਨ ਲਈ ਹੀ ਕਰ ਦਿੰਦੇ ਹਨ। [590,1505,787,1544]
tail-paragraph: ਕਈ ਪੀੜਤਾਂ ਤੇ ਵਿਰੋਧ ਨੂੰ ਵਧਰ ਪਲਿਸ ਦਿਤ ਹਨ। ਉਹ ਇਨ੍ਹਾਂ ਅਖਾਂ ਨੂੰ ਅਸਰ ਨਹੀਂ ਸਕਦੇ ਕਿ ਕਿਸਾਨ ਪੜ੍ਹਿਆ ਲਿਖਿਆ, ਉੱਚ ਕਿਸਮ ਦਾ ਪਾਣੀ ਇਨਸਾਨ ਕਿਸਾਨਾਂ ਸਾਦੀ ਵੇਸ-ਭੂਸ਼ਾ 'ਚ ਵੀ ਹੁੰਦਾ ਹੈ। [379,1399,576,1451]
color-bar-gap [368,2176,455,2192]
tail-paragraph: ਕਈ ਪੀੜਤਾਂ ਤੇ ਵਿਰੋਧ ਨੂੰ ਵਧਰ ਪਲਿਸ ਦਿਤ ਹਨ। ਉਹ ਇਨ੍ਹਾਂ ਅਖਾਂ ਨੂੰ ਅਸਰ ਨਹੀਂ ਸਕਦੇ ਕਿ ਕਿਸਾਨ ਪੜ੍ਹਿਆ ਲਿਖਿਆ, ਉੱਚ ਕਿਸਮ ਦਾ ਪਾਣੀ ਇਨਸਾਨ ਕਿਸਾਨਾਂ ਸਾਦੀ ਵੇਸ-ਭੂਸ਼ਾ 'ਚ ਵੀ ਹੁੰਦਾ ਹੈ। [590,1353,787,1405]
tail-column-5 [1218,1352,1428,2152]
color-swatch [565,2176,587,2192]
tail-column-2 [583,1352,794,2152]
feature2-paragraph: ਉਨ੍ਹਾਂ ਲੋਕਾਂ ਦੇ ਮਨਾਂ 'ਤੇ ਬੜਾ ਚੰਗਾ ਪ੍ਰਭਾਵ ਪਿਆ ਕਿਉਂਕਿ ਪੰਜਾਬਾ ਸਾਰੇ ਬੁਲਾਰੇ ਸਰੋਤੇ ਐਡਵੋਕੇਟ ਦੇ ਸੁਭਾਅ ਨਾਲ ਹੀ ਸਥਿਰ ਕਰਦੇ ਸਨ। [643,924,893,949]
poem-line: ਕੋਈ ਵਾਹ ਰਿਹਾ ਕੋਈ ਬੀਜ ਰਿਹਾ, [64,1417,205,1431]
color-bar-gap [1024,2176,1111,2192]
tail-columns [366,1346,1434,2158]
poem-box [46,1298,354,2160]
crop-mark-bottom-left-v [40,2162,41,2188]
poem-line: ਕੋਈ ਵੀ ਕਸਰੀ ਰਹਿੰਦੀ ਸੀ। [64,1495,185,1509]
tail-paragraph: ਪੁਲਿਸ ਸਿਸਟਮ ਨੂੰ ਅਦਾਲਤਾਂ ਅਧੀਨ ਕਰਨਾ ਸਮੇਂ ਦੀ ਲੋੜ ਹੈ। ਇਸ ਨਾਲ ਆਮ ਲੋਕਾਂ ਨੂੰ ਇਨਸਾਫ਼ ਮਿਲ ਸਕੇਗਾ ਅਤੇ ਪੁਲਿਸ ਦੀ ਜਵਾਬਦੇਹੀ ਵੀ ਤੈਅ ਹੋਵੇਗੀ। [801,1639,999,1677]
paper-name: ਰੋਜ਼ਾਨਾ ਸਪੋਕਸਮੈਨ [73,37,205,61]
feature2-paragraph: ਸਾਡੇ ਸਮਾਜ/ਇਤਿਹਾਸ 'ਚ ਕਈ ਇਨਸਾਨ ਐਸੇ ਹੋਏ ਹਨ ਜਿਹੜੇ ਵੇਖਣ ਨੂੰ ਤਾਂ ਆਪਣੇ ਪਹਿਰਾਵੇ ਤੇ ਬੋਲ ਸਾਦੇ, ਗ਼ੈਰ-ਭੜਕੀਲੇ ਜਾਪਦੇ ਸਨ ਪਰ ਉਹ ਮਹਾਨ ਵਿਦਵਾਨ ਤੇ ਸਮਾਜ ਦੀਆਂ ਨਾਮਵਰ ਹਸਤੀਆਂ ਸਨ। [1171,971,1311,1051]
crop-mark-bottom-left [10,2160,36,2161]
boxed-note-title: ਸਾਡੂ ਧਰਮ ਦੱਸੇ ਭਟ ਧਮੇਸ਼ ਕੁਝ ਵਿਚ ਪਧਾਰ ਦੇ ਕਾਲੇ। [674,250,862,262]
lead-author-box [1309,198,1421,336]
